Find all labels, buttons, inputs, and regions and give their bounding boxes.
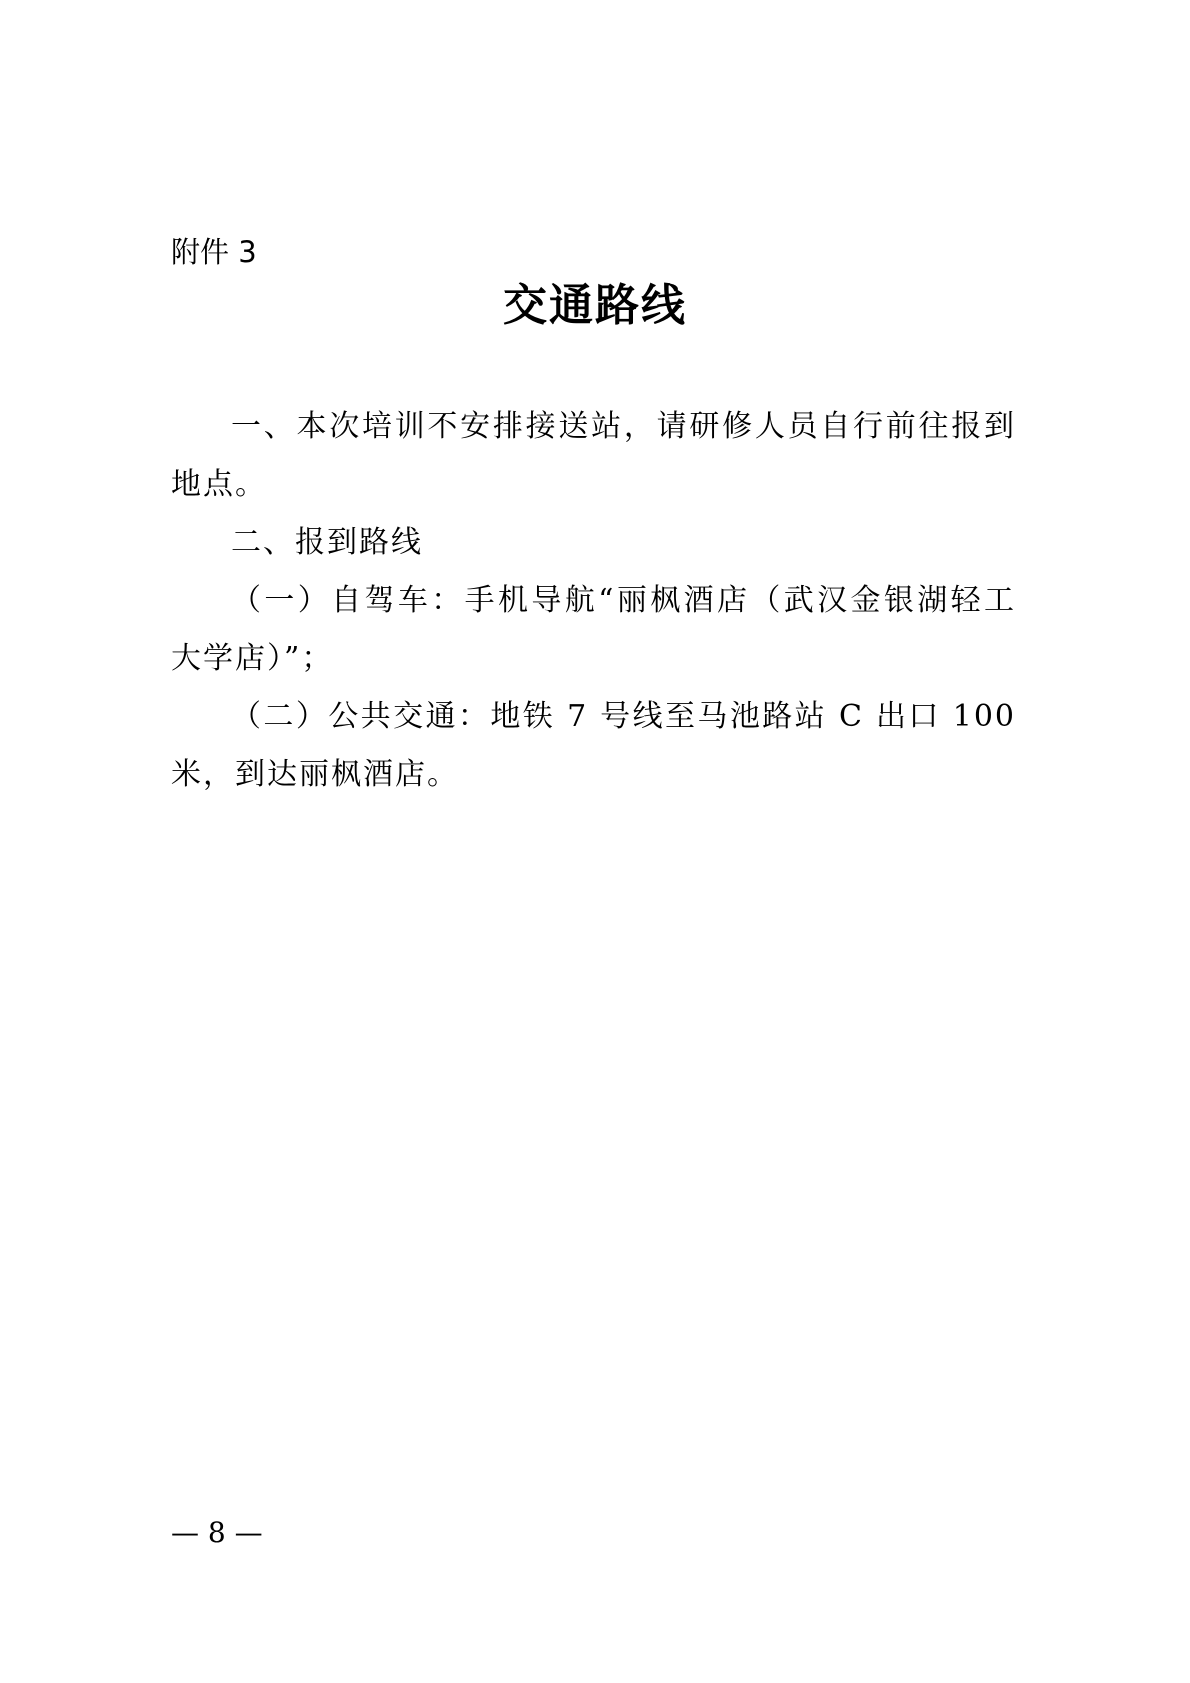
page-number: — 8 — xyxy=(171,1516,263,1549)
attachment-label: 附件 3 xyxy=(171,235,257,269)
document-title: 交通路线 xyxy=(503,280,687,331)
paragraph-public-transit: （二）公共交通：地铁 7 号线至马池路站 C 出口 100 米，到达丽枫酒店。 xyxy=(171,699,1016,792)
paragraph-no-shuttle: 一、本次培训不安排接送站，请研修人员自行前往报到地点。 xyxy=(171,409,1016,502)
document-body xyxy=(171,398,1016,804)
paragraph-route-heading: 二、报到路线 xyxy=(231,525,423,560)
paragraph-self-driving: （一）自驾车：手机导航“丽枫酒店（武汉金银湖轻工大学店）”； xyxy=(171,583,1016,676)
